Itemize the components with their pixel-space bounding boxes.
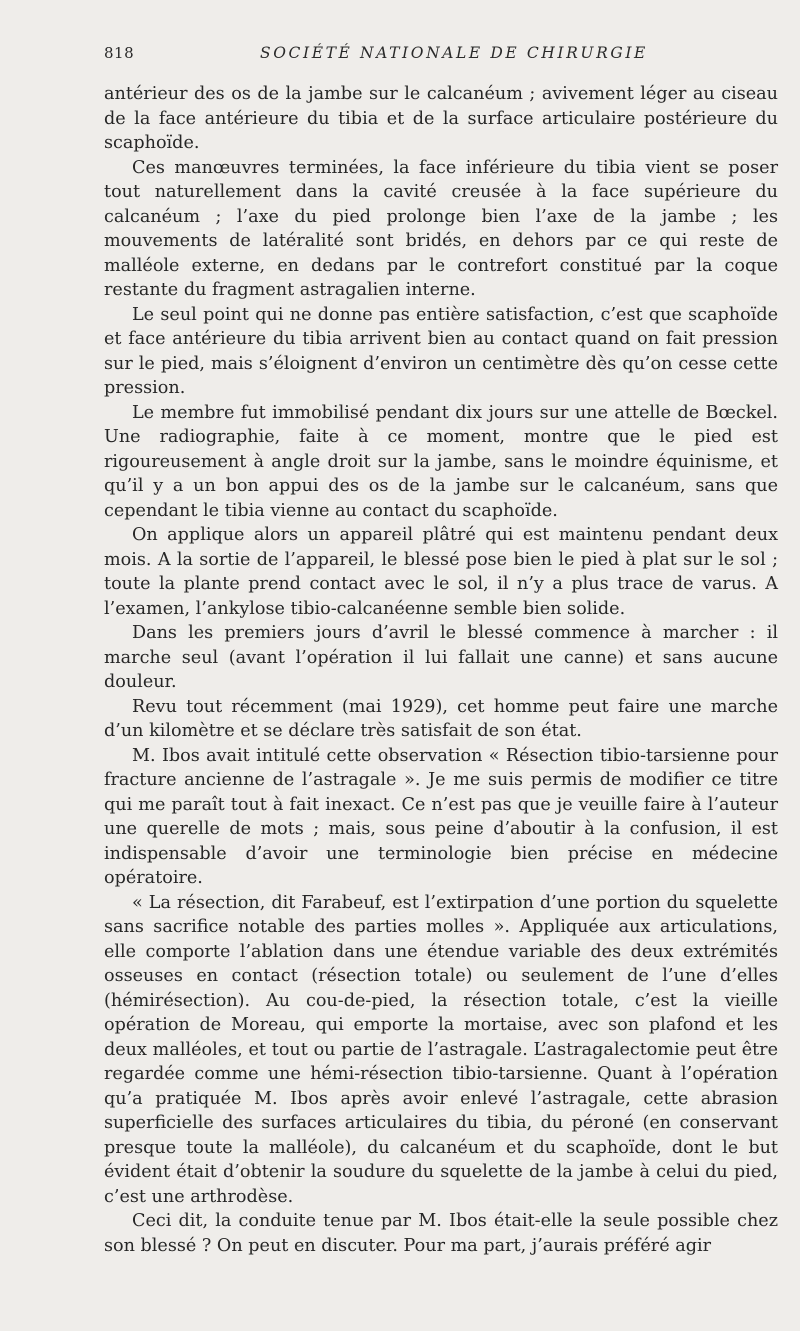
page-header — [100, 44, 778, 66]
paragraph: On applique alors un appareil plâtré qui est maintenu pendant deux mois. A la sortie de l’appareil, le blessé pose bien le pied à plat sur le sol ; toute la plante prend contact avec le sol, il n’y a plus trace de varus. A l’examen, l’ankylose tibio-calcanéenne semble bien solide. — [104, 525, 778, 619]
paragraph: Dans les premiers jours d’avril le blessé commence à marcher : il marche seul (avant l’opération il lui fallait une canne) et sans aucune douleur. — [104, 623, 778, 692]
paragraph: antérieur des os de la jambe sur le calcanéum ; avivement léger au ciseau de la face antérieure du tibia et de la surface articulaire postérieure du scaphoïde. — [104, 84, 778, 153]
paragraph: Revu tout récemment (mai 1929), cet homme peut faire une marche d’un kilomètre et se déclare très satisfait de son état. — [104, 696, 778, 741]
body-text — [104, 82, 778, 1258]
running-head: SOCIÉTÉ NATIONALE DE CHIRURGIE — [260, 44, 648, 62]
page-number: 818 — [104, 44, 135, 62]
paragraph: M. Ibos avait intitulé cette observation « Résection tibio-tarsienne pour fracture ancienne de l’astragale ». Je me suis permis de modifier ce titre qui me paraît tout à fait inexact. Ce n’est pas que je veuille faire à l’auteur une querelle de mots ; mais, sous peine d’aboutir à la confusion, il est indispensable d’avoir une terminologie bien précise en médecine opératoire. — [104, 745, 778, 888]
paragraph: Le seul point qui ne donne pas entière satisfaction, c’est que scaphoïde et face antérieure du tibia arrivent bien au contact quand on fait pression sur le pied, mais s’éloignent d’environ un centimètre dès qu’on cesse cette pression. — [104, 304, 778, 398]
paragraph: Ceci dit, la conduite tenue par M. Ibos était-elle la seule possible chez son blessé ? On peut en discuter. Pour ma part, j’aurais préféré agir — [104, 1211, 778, 1256]
paragraph: Ces manœuvres terminées, la face inférieure du tibia vient se poser tout naturellement dans la cavité creusée à la face supérieure du calcanéum ; l’axe du pied prolonge bien l’axe de la jambe ; les mouvements de latéralité sont bridés, en dehors par ce qui reste de malléole externe, en dedans par le contrefort constitué par la coque restante du fragment astragalien interne. — [104, 157, 778, 300]
paragraph: « La résection, dit Farabeuf, est l’extirpation d’une portion du squelette sans sacrifice notable des parties molles ». Appliquée aux articulations, elle comporte l’ablation dans une étendue variable des deux extrémités osseuses en contact (résection totale) ou seulement de l’une d’elles (hémirésection). Au cou-de-pied, la résection totale, c’est la vieille opération de Moreau, qui emporte la mortaise, avec son plafond et les deux malléoles, et tout ou partie de l’astragale. L’astragalectomie peut être regardée comme une hémi-résection tibio-tarsienne. Quant à l’opération qu’a pratiquée M. Ibos après avoir enlevé l’astragale, cette abrasion superficielle des surfaces articulaires du tibia, du péroné (en conservant presque toute la malléole), du calcanéum et du scaphoïde, dont le but évident était d’obtenir la soudure du squelette de la jambe à celui du pied, c’est une arthrodèse. — [104, 892, 778, 1207]
paragraph: Le membre fut immobilisé pendant dix jours sur une attelle de Bœckel. Une radiographie, faite à ce moment, montre que le pied est rigoureusement à angle droit sur la jambe, sans le moindre équinisme, et qu’il y a un bon appui des os de la jambe sur le calcanéum, sans que cependant le tibia vienne au contact du scaphoïde. — [104, 402, 778, 521]
